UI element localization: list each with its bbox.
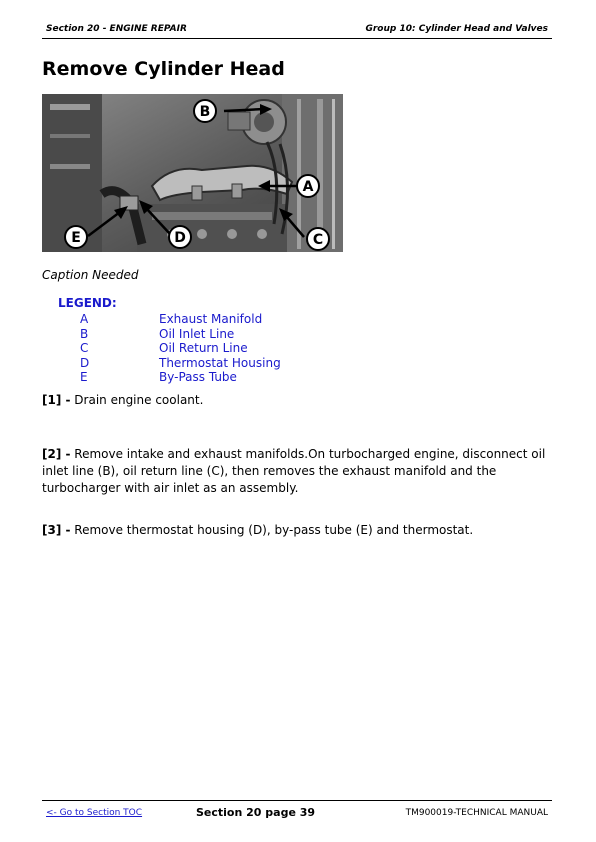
svg-text:C: C: [312, 232, 324, 248]
page-title: Remove Cylinder Head: [42, 58, 285, 80]
svg-text:E: E: [71, 230, 81, 246]
header-section: Section 20 - ENGINE REPAIR: [46, 24, 187, 34]
legend-key: C: [80, 341, 89, 355]
legend-item: [80, 341, 340, 356]
step-2: [42, 446, 552, 497]
callout-a: [297, 175, 319, 197]
legend-item: [80, 327, 340, 342]
legend-item: [80, 356, 340, 371]
callout-c: [307, 228, 329, 250]
step-number: [2] -: [42, 447, 71, 461]
step-1: [42, 392, 552, 409]
step-3: [42, 522, 552, 539]
legend-key: E: [80, 370, 88, 384]
legend-key: D: [80, 355, 90, 370]
legend-label: Oil Return Line: [159, 341, 248, 355]
svg-text:D: D: [174, 230, 186, 246]
figure-caption: Caption Needed: [42, 268, 139, 282]
toc-link[interactable]: <- Go to Section TOC: [46, 808, 143, 818]
step-text: Remove intake and exhaust manifolds.On turbocharged engine, disconnect oil inlet line (B), oil return line (C), then removes the exhaust manifold and the turbocharger with air inlet as an assembly.: [42, 447, 546, 495]
legend-list: [80, 312, 340, 385]
page-number: Section 20 page 39: [196, 806, 316, 819]
legend-item: [80, 312, 340, 327]
legend-label: Thermostat Housing: [159, 355, 281, 370]
legend-label: Exhaust Manifold: [159, 312, 263, 326]
svg-text:B: B: [199, 104, 211, 120]
manual-id: TM900019-TECHNICAL MANUAL: [405, 808, 548, 818]
step-text: Remove thermostat housing (D), by-pass tube (E) and thermostat.: [70, 523, 474, 537]
legend-item: [80, 370, 340, 385]
legend-title: LEGEND:: [58, 296, 117, 310]
legend-label: Oil Inlet Line: [159, 326, 235, 341]
legend-key: A: [80, 312, 89, 326]
header-group: Group 10: Cylinder Head and Valves: [365, 24, 548, 34]
svg-text:A: A: [302, 179, 314, 195]
step-text: Drain engine coolant.: [70, 393, 204, 407]
legend-label: By-Pass Tube: [159, 370, 237, 384]
step-number: [1] -: [42, 393, 71, 407]
page-header: [42, 18, 552, 39]
page-footer: [42, 800, 552, 825]
callout-b: [194, 100, 216, 122]
callout-e: [65, 226, 87, 248]
step-number: [3] -: [42, 523, 71, 537]
callout-d: [169, 226, 191, 248]
engine-photo: [42, 94, 343, 252]
legend-key: B: [80, 326, 89, 341]
